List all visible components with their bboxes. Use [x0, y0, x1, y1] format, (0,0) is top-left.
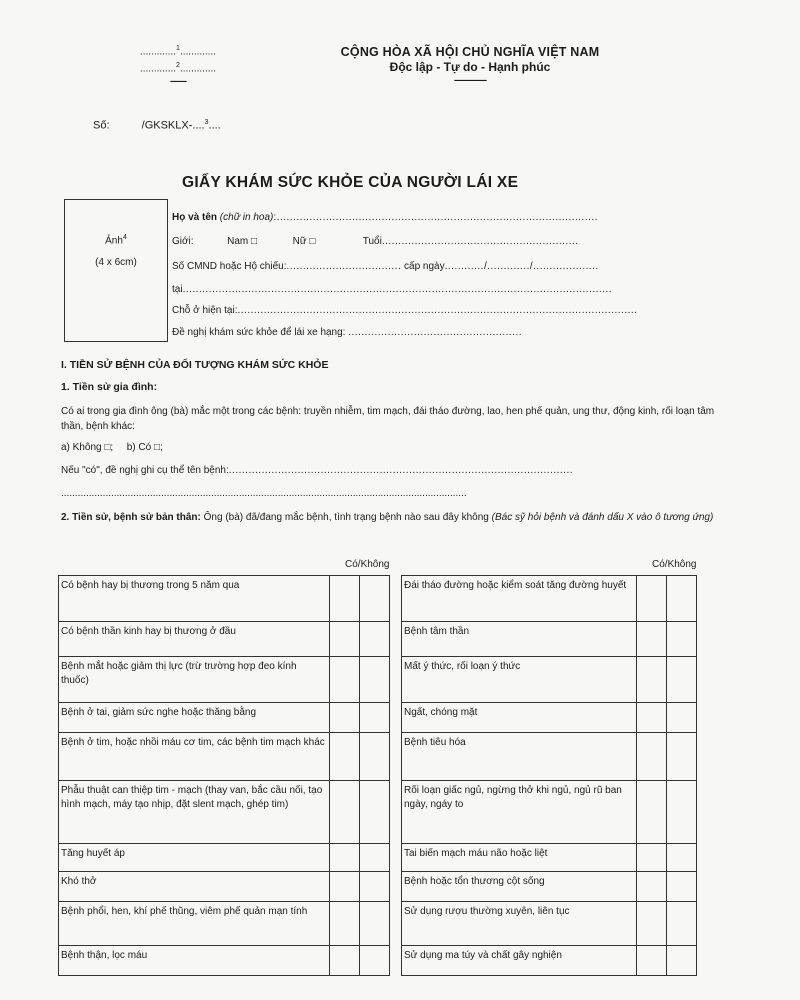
if-yes-field[interactable]: Nếu "có", đề nghị ghi cụ thể tên bệnh:......................................................................................................... [61, 465, 574, 476]
no-cell-right-0[interactable] [667, 575, 697, 621]
yes-cell-right-4[interactable] [637, 732, 667, 780]
document-number: Số: /GKSKLX-....$^3$.... [93, 119, 221, 132]
no-cell-right-1[interactable] [667, 621, 697, 656]
yes-no-header: Có/Không [330, 553, 390, 575]
no-cell-left-8[interactable] [360, 901, 390, 945]
condition-label: Bệnh thận, lọc máu [59, 945, 330, 975]
no-cell-left-5[interactable] [360, 780, 390, 843]
option-no[interactable]: a) Không □; [61, 442, 114, 453]
table-row [59, 780, 390, 843]
history-table-left [58, 553, 390, 976]
table-row [402, 732, 697, 780]
yes-cell-right-0[interactable] [637, 575, 667, 621]
no-cell-left-6[interactable] [360, 843, 390, 871]
condition-label: Bệnh mắt hoặc giảm thị lực (trừ trường hợp đeo kính thuốc) [59, 656, 330, 702]
condition-label: Bệnh phổi, hen, khí phế thũng, viêm phế quản mạn tính [59, 901, 330, 945]
agency-line-2: .............$^2$............. [139, 62, 217, 75]
gender-age-field: Giới: Nam □ Nữ □ Tuổi............................................................ [172, 236, 579, 247]
table-row [402, 621, 697, 656]
family-options [61, 442, 163, 453]
condition-label: Bệnh tâm thần [402, 621, 637, 656]
condition-label: Bệnh ở tai, giảm sức nghe hoặc thăng bằng [59, 702, 330, 732]
no-cell-left-7[interactable] [360, 871, 390, 901]
no-cell-right-7[interactable] [667, 871, 697, 901]
id-field[interactable]: Số CMND hoặc Hộ chiếu:................................... cấp ngày............/............./.................... [172, 261, 599, 272]
yes-cell-left-8[interactable] [330, 901, 360, 945]
condition-label: Bệnh tiêu hóa [402, 732, 637, 780]
condition-label: Ngất, chóng mặt [402, 702, 637, 732]
table-row [59, 732, 390, 780]
table-row [402, 843, 697, 871]
document-title: GIẤY KHÁM SỨC KHỎE CỦA NGƯỜI LÁI XE [182, 174, 519, 191]
condition-label: Sử dụng ma túy và chất gây nghiện [402, 945, 637, 975]
no-cell-left-9[interactable] [360, 945, 390, 975]
number-value: /GKSKLX-.... [141, 119, 205, 132]
no-cell-right-4[interactable] [667, 732, 697, 780]
no-cell-right-3[interactable] [667, 702, 697, 732]
table-row [59, 575, 390, 621]
yes-cell-right-3[interactable] [637, 702, 667, 732]
table-row [402, 945, 697, 975]
condition-label: Rối loạn giấc ngủ, ngừng thở khi ngủ, ngủ rũ ban ngày, ngáy to [402, 780, 637, 843]
nation-name: CỘNG HÒA XÃ HỘI CHỦ NGHĨA VIỆT NAM [340, 45, 600, 59]
table-row [59, 871, 390, 901]
photo-size: (4 x 6cm) [95, 257, 137, 268]
yes-cell-left-7[interactable] [330, 871, 360, 901]
family-history-title: 1. Tiền sử gia đình: [61, 381, 158, 393]
motto-dashes: ---------------- [454, 75, 486, 85]
no-cell-left-4[interactable] [360, 732, 390, 780]
table-row [59, 843, 390, 871]
condition-label: Bệnh ở tim, hoặc nhồi máu cơ tim, các bệnh tim mạch khác [59, 732, 330, 780]
extra-line[interactable]: .................................................................................................................................................. [61, 488, 467, 499]
no-cell-right-5[interactable] [667, 780, 697, 843]
table-row [402, 656, 697, 702]
personal-history-question: 2. Tiền sử, bệnh sử bản thân: Ông (bà) đã/đang mắc bệnh, tình trạng bệnh nào sau đây không (Bác sỹ hỏi bệnh và đánh dấu X vào ô tương ứng) [61, 512, 714, 523]
photo-box [64, 199, 168, 342]
yes-cell-left-4[interactable] [330, 732, 360, 780]
name-field[interactable]: Họ và tên (chữ in hoa):.................................................................................................. [172, 212, 598, 223]
option-yes[interactable]: b) Có □; [126, 442, 163, 453]
table-row [402, 702, 697, 732]
yes-cell-left-1[interactable] [330, 621, 360, 656]
no-cell-left-2[interactable] [360, 656, 390, 702]
yes-cell-right-8[interactable] [637, 901, 667, 945]
condition-label: Mất ý thức, rối loạn ý thức [402, 656, 637, 702]
table-row [402, 871, 697, 901]
condition-label: Bệnh hoặc tổn thương cột sống [402, 871, 637, 901]
number-label: Số: [93, 119, 110, 132]
yes-cell-left-5[interactable] [330, 780, 360, 843]
license-class-field[interactable]: Đề nghị khám sức khỏe để lái xe hạng: ..................................................... [172, 327, 523, 338]
yes-cell-left-3[interactable] [330, 702, 360, 732]
section-1-title: I. TIỀN SỬ BỆNH CỦA ĐỐI TƯỢNG KHÁM SỨC KHỎE [61, 359, 329, 371]
table-row [59, 621, 390, 656]
yes-cell-right-6[interactable] [637, 843, 667, 871]
male-checkbox[interactable]: Nam □ [227, 236, 258, 247]
no-cell-right-8[interactable] [667, 901, 697, 945]
condition-label: Có bệnh hay bị thương trong 5 năm qua [59, 575, 330, 621]
condition-label: Tai biến mạch máu não hoặc liệt [402, 843, 637, 871]
motto: Độc lập - Tự do - Hạnh phúc [389, 60, 551, 74]
table-row [59, 656, 390, 702]
agency-line-1: .............$^1$............. [139, 45, 217, 58]
yes-cell-right-5[interactable] [637, 780, 667, 843]
yes-cell-right-7[interactable] [637, 871, 667, 901]
condition-label: Phẫu thuật can thiệp tim - mạch (thay van, bắc cầu nối, tạo hình mạch, máy tạo nhịp, đặt slent mạch, ghép tim) [59, 780, 330, 843]
condition-label: Có bệnh thần kinh hay bị thương ở đầu [59, 621, 330, 656]
no-cell-right-9[interactable] [667, 945, 697, 975]
condition-label: Đái tháo đường hoặc kiểm soát tăng đường huyết [402, 575, 637, 621]
national-header [300, 45, 640, 85]
no-cell-right-2[interactable] [667, 656, 697, 702]
history-table-right [401, 553, 697, 976]
condition-label: Sử dụng rượu thường xuyên, liên tục [402, 901, 637, 945]
no-cell-right-6[interactable] [667, 843, 697, 871]
condition-label: Tăng huyết áp [59, 843, 330, 871]
residence-field[interactable]: Chỗ ở hiện tại:.......................................................................................................................... [172, 305, 638, 316]
female-checkbox[interactable]: Nữ □ [292, 236, 316, 247]
yes-cell-left-6[interactable] [330, 843, 360, 871]
table-row [59, 945, 390, 975]
condition-label: Khó thở [59, 871, 330, 901]
yes-cell-left-0[interactable] [330, 575, 360, 621]
yes-cell-left-9[interactable] [330, 945, 360, 975]
table-row [59, 901, 390, 945]
yes-no-header: Có/Không [637, 553, 697, 575]
no-cell-left-1[interactable] [360, 621, 390, 656]
table-row [402, 901, 697, 945]
yes-cell-right-1[interactable] [637, 621, 667, 656]
family-history-question: Có ai trong gia đình ông (bà) mắc một trong các bệnh: truyền nhiễm, tim mạch, đái tháo đường, lao, hen phế quản, ung thư, động kinh, rối loạn tâm thần, bệnh khác: [61, 406, 715, 432]
yes-cell-right-2[interactable] [637, 656, 667, 702]
photo-label: Ảnh$^4$ [105, 234, 127, 247]
table-row [59, 702, 390, 732]
yes-cell-left-2[interactable] [330, 656, 360, 702]
age-input[interactable]: ............................................................ [381, 236, 579, 247]
issue-place-field[interactable]: tại................................................................................................................................... [172, 284, 613, 295]
agency-dashes: -------- [170, 75, 186, 86]
no-cell-left-0[interactable] [360, 575, 390, 621]
no-cell-left-3[interactable] [360, 702, 390, 732]
agency-block [133, 45, 223, 86]
table-row [402, 780, 697, 843]
table-row [402, 575, 697, 621]
yes-cell-right-9[interactable] [637, 945, 667, 975]
